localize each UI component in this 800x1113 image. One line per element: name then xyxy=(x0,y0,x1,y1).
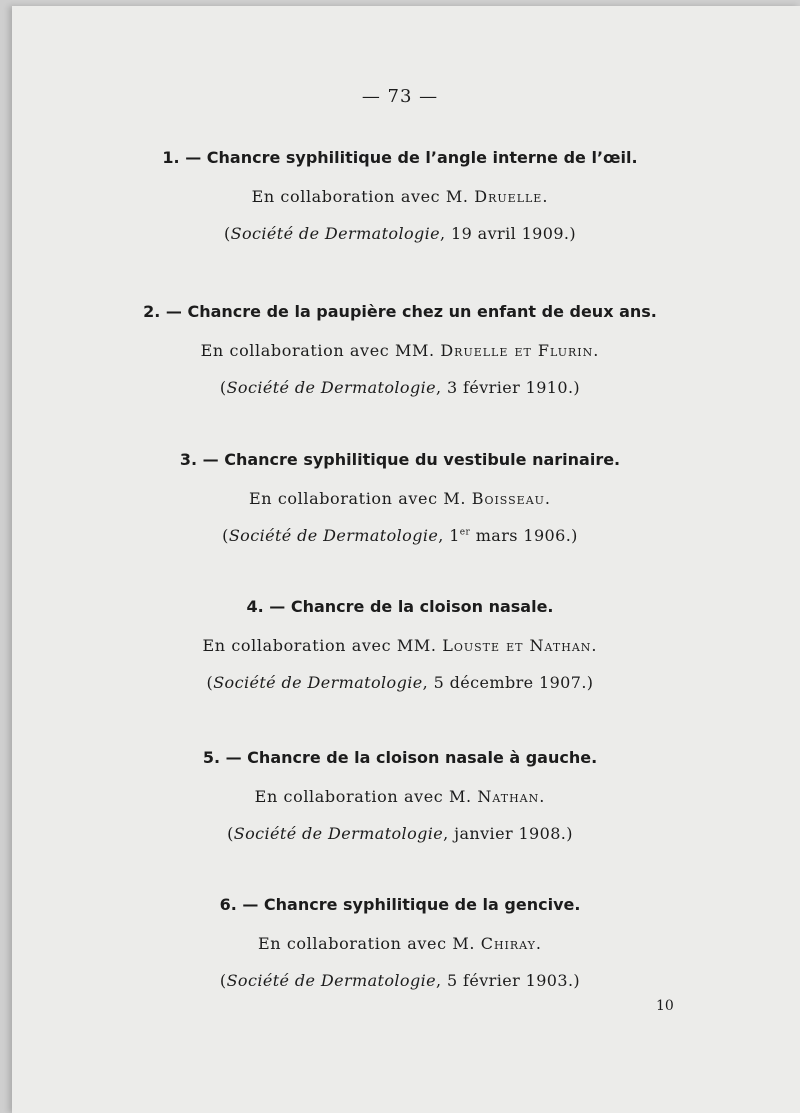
entry-collaboration: En collaboration avec M. Druelle. xyxy=(251,187,549,206)
entry-title: 1. — Chancre syphilitique de l’angle interne de l’œil. xyxy=(162,148,638,167)
entry-source: (Société de Dermatologie, janvier 1908.) xyxy=(227,824,573,843)
publication-entry-3 xyxy=(0,450,800,545)
journal-name: Société de Dermatologie xyxy=(213,673,423,692)
entry-collaboration: En collaboration avec MM. Druelle et Flurin. xyxy=(200,341,600,360)
entry-collaboration: En collaboration avec M. Nathan. xyxy=(254,787,546,806)
publication-entry-6 xyxy=(0,895,800,990)
collaborator-names: Boisseau. xyxy=(471,489,552,508)
entry-title: 6. — Chancre syphilitique de la gencive. xyxy=(219,895,581,914)
entry-title: 5. — Chancre de la cloison nasale à gauche. xyxy=(202,748,598,767)
entry-collaboration: En collaboration avec MM. Louste et Nathan. xyxy=(202,636,598,655)
publication-entry-1 xyxy=(0,148,800,243)
journal-name: Société de Dermatologie xyxy=(226,971,436,990)
journal-name: Société de Dermatologie xyxy=(233,824,444,843)
publication-entry-5 xyxy=(0,748,800,843)
collaborator-names: Louste et Nathan. xyxy=(442,636,598,655)
entry-source: (Société de Dermatologie, 5 février 1903.) xyxy=(219,971,581,990)
entry-source: (Société de Dermatologie, 1er mars 1906.) xyxy=(222,526,578,545)
entry-title: 4. — Chancre de la cloison nasale. xyxy=(246,597,554,616)
entry-collaboration: En collaboration avec M. Boisseau. xyxy=(248,489,552,508)
entry-source: (Société de Dermatologie, 19 avril 1909.) xyxy=(223,224,577,243)
journal-name: Société de Dermatologie xyxy=(230,224,441,243)
entry-collaboration: En collaboration avec M. Chiray. xyxy=(257,934,543,953)
entry-title: 3. — Chancre syphilitique du vestibule narinaire. xyxy=(179,450,621,469)
sheet-number: 10 xyxy=(656,998,674,1014)
publication-entry-4 xyxy=(0,597,800,692)
publication-entry-2 xyxy=(0,302,800,397)
journal-name: Société de Dermatologie xyxy=(228,526,439,545)
entry-source: (Société de Dermatologie, 5 décembre 1907.) xyxy=(206,673,594,692)
collaborator-names: Druelle. xyxy=(474,187,549,206)
page-number: — 73 — xyxy=(361,86,439,107)
entry-title: 2. — Chancre de la paupière chez un enfant de deux ans. xyxy=(143,302,657,321)
journal-name: Société de Dermatologie xyxy=(226,378,436,397)
collaborator-names: Druelle et Flurin. xyxy=(440,341,600,360)
entry-source: (Société de Dermatologie, 3 février 1910.) xyxy=(219,378,581,397)
collaborator-names: Chiray. xyxy=(480,934,543,953)
collaborator-names: Nathan. xyxy=(477,787,546,806)
